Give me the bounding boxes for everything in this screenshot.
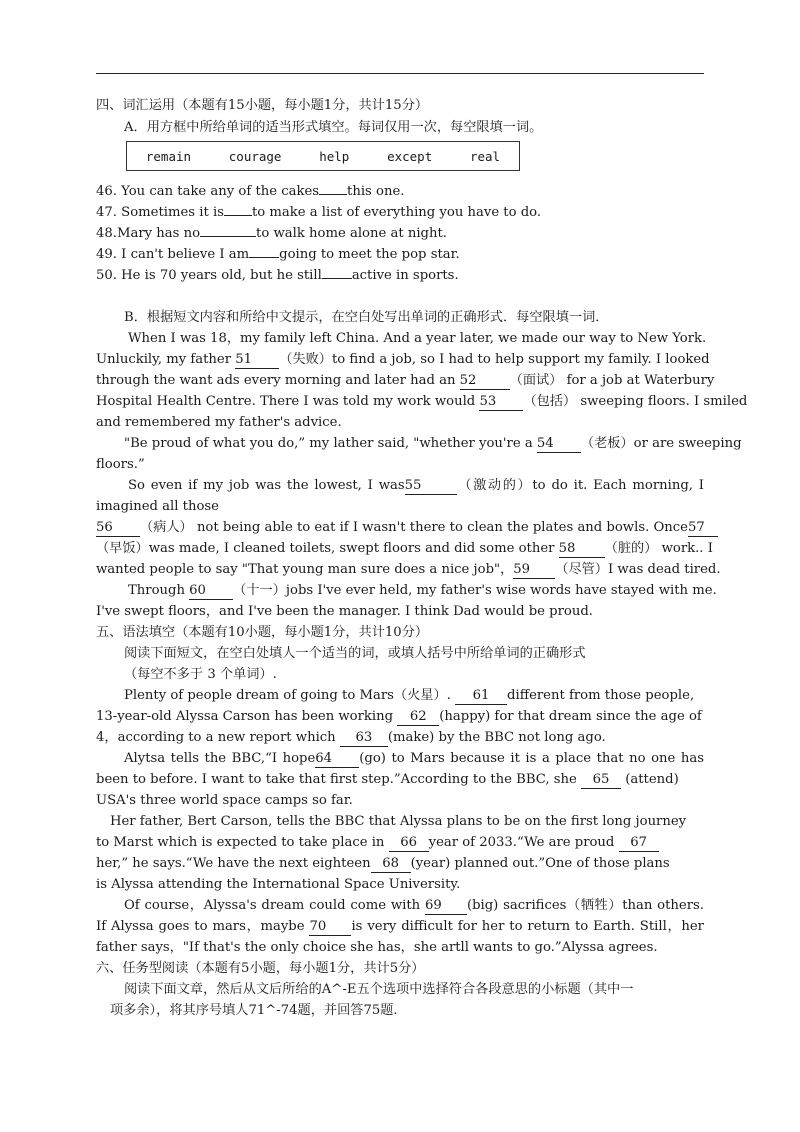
passage-b-line: Through 60 （十一）jobs I've ever held, my father's wise words have stayed with me. xyxy=(128,583,717,598)
passage-5-line: 4，according to a new report which 63 (make) by the BBC not long ago. xyxy=(96,730,606,745)
part-b-instruction: B．根据短文内容和所给中文提示，在空白处写出单词的正确形式．每空限填一词． xyxy=(124,310,609,325)
passage-5-line: USA's three world space camps so far. xyxy=(96,793,353,808)
answer-blank-70[interactable]: 70 xyxy=(309,919,351,936)
passage-5-line: is Alyssa attending the International Space University. xyxy=(96,877,461,892)
answer-blank-60[interactable]: 60 xyxy=(189,583,233,600)
word-item: courage xyxy=(228,148,282,164)
passage-b-line: and remembered my father's advice. xyxy=(96,415,342,430)
answer-blank[interactable] xyxy=(200,236,256,237)
passage-5-line: If Alyssa goes to mars，maybe 70 is very difficult for her to return to Earth. Still，her xyxy=(96,919,704,934)
answer-blank-66[interactable]: 66 xyxy=(389,835,429,852)
passage-5-line: Plenty of people dream of going to Mars（火星）. 61 different from those people, xyxy=(124,688,695,703)
word-box xyxy=(126,141,520,171)
passage-5-line: 13-year-old Alyssa Carson has been working 62 (happy) for that dream since the age of xyxy=(96,709,702,724)
word-item: remain xyxy=(145,148,192,164)
answer-blank-62[interactable]: 62 xyxy=(397,709,439,726)
answer-blank-64[interactable]: 64 xyxy=(315,751,359,768)
passage-b-line: wanted people to say "That young man sure does a nice job"，59 （尽管）I was dead tired. xyxy=(96,562,721,577)
answer-blank-59[interactable]: 59 xyxy=(513,562,555,579)
top-rule xyxy=(96,73,704,74)
answer-blank-53[interactable]: 53 xyxy=(479,394,523,411)
answer-blank-52[interactable]: 52 xyxy=(460,373,510,390)
passage-5-line: father says，"If that's the only choice she has，she artll wants to go.”Alyssa agrees. xyxy=(96,940,658,955)
word-item: real xyxy=(469,148,501,164)
section5-title: 五、语法填空（本题有10小题，每小题1分，共计10分） xyxy=(96,625,429,640)
section4-title: 四、词汇运用（本题有15小题，每小题1分，共计15分） xyxy=(96,98,429,113)
passage-b-line: （早饭）was made, I cleaned toilets, swept floors and did some other 58 （脏的） work.. I xyxy=(96,541,713,556)
passage-5-line: Alytsa tells the BBC,“I hope64 (go) to Mars because it is a place that no one has xyxy=(124,751,704,766)
answer-blank[interactable] xyxy=(322,278,352,279)
passage-b-line: through the want ads every morning and later had an 52 （面试） for a job at Waterbury xyxy=(96,373,715,388)
passage-5-line: Of course，Alyssa's dream could come with 69 (big) sacrifices（牺牲）than others. xyxy=(124,898,704,913)
passage-b-line: Unluckily, my father 51 （失败）to find a job, so I had to help support my family. I looked xyxy=(96,352,710,367)
passage-5-line: Her father, Bert Carson, tells the BBC that Alyssa plans to be on the first long journey xyxy=(110,814,687,829)
question-49: 49. I can't believe I am going to meet the pop star. xyxy=(96,247,460,262)
question-50: 50. He is 70 years old, but he still active in sports. xyxy=(96,268,459,283)
answer-blank-67[interactable]: 67 xyxy=(619,835,659,852)
answer-blank-65[interactable]: 65 xyxy=(581,772,621,789)
answer-blank-69[interactable]: 69 xyxy=(425,898,467,915)
answer-blank-68[interactable]: 68 xyxy=(371,856,411,873)
answer-blank-57[interactable]: 57 xyxy=(688,520,718,537)
answer-blank-56[interactable]: 56 xyxy=(96,520,140,537)
passage-b-line: floors.” xyxy=(96,457,145,472)
answer-blank[interactable] xyxy=(224,215,252,216)
section6-title: 六、任务型阅读（本题有5小题，每小题1分，共计5分） xyxy=(96,961,425,976)
passage-b-line: So even if my job was the lowest, I was55 （激动的）to do it. Each morning, I xyxy=(128,478,705,493)
question-46: 46. You can take any of the cakes this one. xyxy=(96,184,405,199)
answer-blank-61[interactable]: 61 xyxy=(455,688,507,705)
passage-5-line: her,” he says.“We have the next eighteen 68 (year) planned out.”One of those plans xyxy=(96,856,670,871)
question-48: 48.Mary has no to walk home alone at night. xyxy=(96,226,447,241)
passage-b-line: 56 （病人） not being able to eat if I wasn't there to clean the plates and bowls. Once57 xyxy=(96,518,704,538)
answer-blank[interactable] xyxy=(249,257,279,258)
answer-blank-55[interactable]: 55 xyxy=(405,478,457,495)
question-47: 47. Sometimes it is to make a list of everything you have to do. xyxy=(96,205,542,220)
section5-instruction: 阅读下面短文，在空白处填人一个适当的词，或填人括号中所给单词的正确形式 xyxy=(124,646,586,661)
passage-5-line: been to before. I want to take that first step.”According to the BBC, she 65 (attend) xyxy=(96,772,679,787)
answer-blank-54[interactable]: 54 xyxy=(537,436,581,453)
part-a-instruction: A．用方框中所给单词的适当形式填空。每词仅用一次，每空限填一词。 xyxy=(124,120,543,135)
passage-5-line: to Marst which is expected to take place in 66 year of 2033.“We are proud 67 xyxy=(96,833,659,853)
word-item: except xyxy=(387,148,433,164)
passage-b-line: When I was 18，my family left China. And a year later, we made our way to New York. xyxy=(128,331,707,346)
passage-b-line: I've swept floors，and I've been the manager. I think Dad would be proud. xyxy=(96,604,593,619)
section5-instruction: （每空不多于 3 个单词）. xyxy=(124,667,277,682)
passage-b-line: Hospital Health Centre. There I was told my work would 53 （包括） sweeping floors. I smiled xyxy=(96,394,748,409)
word-item: help xyxy=(319,148,350,164)
section6-instruction: 阅读下面文章，然后从文后所给的A^-E五个选项中选择符合各段意思的小标题（其中一 xyxy=(124,982,634,997)
answer-blank-58[interactable]: 58 xyxy=(559,541,605,558)
answer-blank-63[interactable]: 63 xyxy=(340,730,388,747)
answer-blank-51[interactable]: 51 xyxy=(235,352,279,369)
section6-instruction: 项多余），将其序号填人71^-74题，并回答75题. xyxy=(110,1003,398,1018)
passage-b-line: "Be proud of what you do,” my lather said, "whether you're a 54 （老板）or are sweeping xyxy=(124,436,742,451)
passage-b-line: imagined all those xyxy=(96,499,219,514)
answer-blank[interactable] xyxy=(319,194,347,195)
